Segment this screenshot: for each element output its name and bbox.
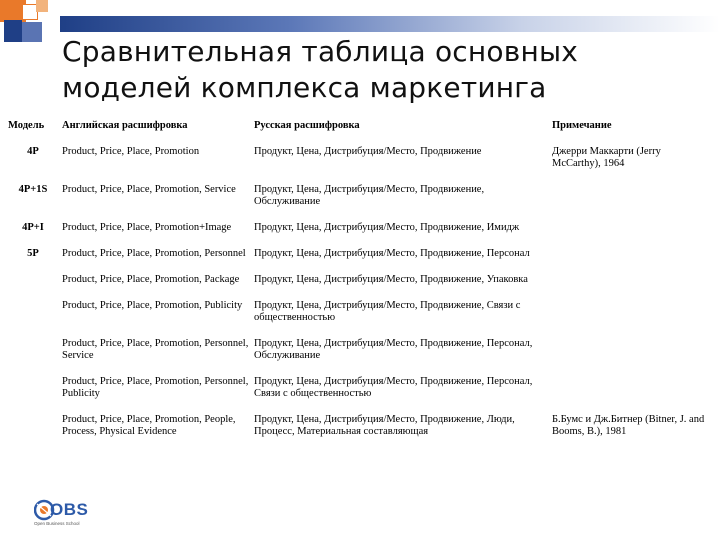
cell-note: Джерри Маккарти (Jerry McCarthy), 1964: [552, 146, 661, 169]
cell-note: [550, 184, 712, 222]
cell-russian: Продукт, Цена, Дистрибуция/Место, Продвижение, Упаковка: [254, 274, 528, 285]
cell-russian: Продукт, Цена, Дистрибуция/Место, Продвижение, Люди, Процесс, Материальная составляющая: [254, 414, 515, 437]
logo-subtitle: Open Business School: [34, 521, 80, 526]
table-row: [6, 146, 712, 184]
cell-russian: Продукт, Цена, Дистрибуция/Место, Продвижение, Персонал, Обслуживание: [254, 338, 533, 361]
comparison-table: [6, 116, 712, 452]
cell-model: 4P+1S: [18, 184, 48, 195]
corner-decoration-light-blue: [22, 22, 42, 42]
cell-english: Product, Price, Place, Promotion, Service: [62, 184, 236, 195]
header-model: Модель: [8, 120, 45, 131]
cell-note: [550, 376, 712, 414]
table-row: [6, 248, 712, 274]
table-row: [6, 414, 712, 452]
table-row: [6, 184, 712, 222]
table-row: [6, 338, 712, 376]
cell-english: Product, Price, Place, Promotion, Publicity: [62, 300, 243, 311]
cell-english: Product, Price, Place, Promotion, Personnel: [62, 248, 246, 259]
cell-note: Б.Бумс и Дж.Битнер (Bitner, J. and Booms, B.), 1981: [552, 414, 705, 437]
cell-russian: Продукт, Цена, Дистрибуция/Место, Продвижение: [254, 146, 482, 157]
logo-text: OBS: [50, 500, 89, 519]
table-row: [6, 274, 712, 300]
table-row: [6, 376, 712, 414]
cell-note: [550, 338, 712, 376]
corner-decoration-light-orange: [36, 0, 48, 12]
table-header-row: [6, 116, 712, 146]
cell-english: Product, Price, Place, Promotion: [62, 146, 200, 157]
cell-russian: Продукт, Цена, Дистрибуция/Место, Продвижение, Персонал: [254, 248, 530, 259]
table-row: [6, 300, 712, 338]
cell-model: 4P+I: [22, 222, 44, 233]
table-row: [6, 222, 712, 248]
cell-russian: Продукт, Цена, Дистрибуция/Место, Продвижение, Связи с общественностью: [254, 300, 521, 323]
header-note: Примечание: [552, 120, 612, 131]
cell-note: [550, 274, 712, 300]
cell-model: 5P: [27, 248, 39, 259]
cell-english: Product, Price, Place, Promotion+Image: [62, 222, 232, 233]
cell-russian: Продукт, Цена, Дистрибуция/Место, Продвижение, Персонал, Связи с общественностью: [254, 376, 533, 399]
slide-title: Сравнительная таблица основных моделей комплекса маркетинга: [62, 35, 579, 104]
cell-note: [550, 222, 712, 248]
cell-english: Product, Price, Place, Promotion, Package: [62, 274, 240, 285]
header-english: Английская расшифровка: [62, 120, 188, 131]
cell-english: Product, Price, Place, Promotion, Personnel, Publicity: [62, 376, 249, 399]
cell-russian: Продукт, Цена, Дистрибуция/Место, Продвижение, Обслуживание: [254, 184, 485, 207]
cell-russian: Продукт, Цена, Дистрибуция/Место, Продвижение, Имидж: [254, 222, 520, 233]
cell-note: [550, 248, 712, 274]
header-russian: Русская расшифровка: [254, 120, 360, 131]
cell-english: Product, Price, Place, Promotion, Personnel, Service: [62, 338, 249, 361]
cell-note: [550, 300, 712, 338]
cell-english: Product, Price, Place, Promotion, People, Process, Physical Evidence: [62, 414, 236, 437]
corner-decoration-blue: [4, 20, 22, 42]
header-gradient-bar: [60, 16, 720, 32]
cell-model: 4P: [27, 146, 39, 157]
